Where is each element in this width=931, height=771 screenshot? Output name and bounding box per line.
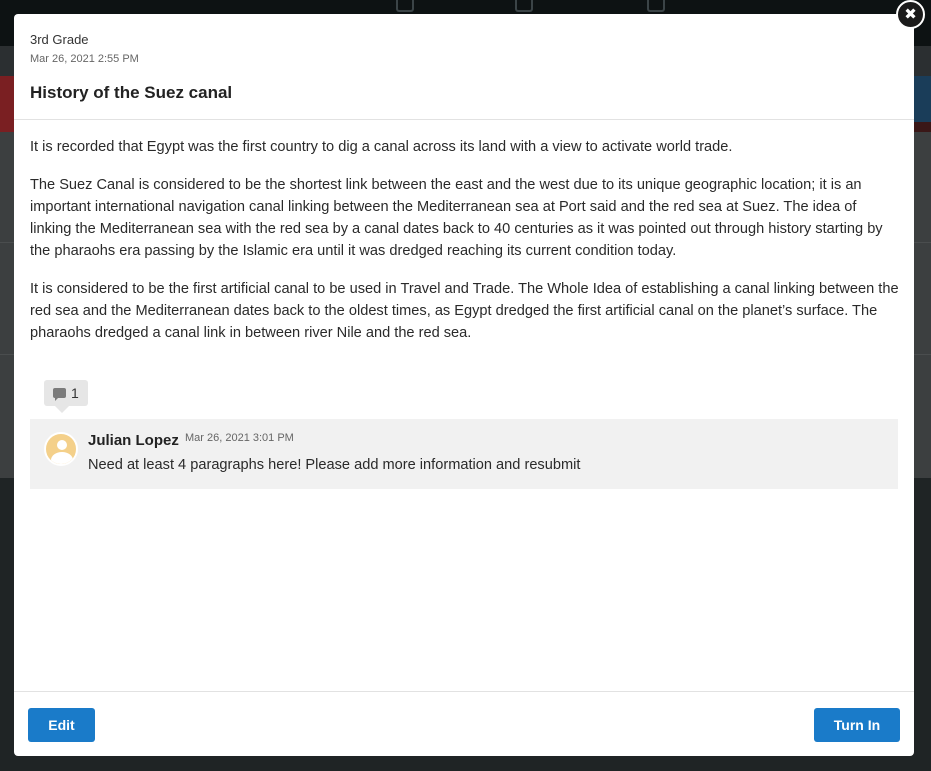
modal-header (14, 14, 914, 120)
close-icon[interactable]: ✖ (896, 0, 925, 29)
comment-timestamp: Mar 26, 2021 3:01 PM (185, 432, 294, 444)
background-accent (0, 76, 14, 132)
turn-in-button[interactable]: Turn In (814, 708, 900, 742)
body-paragraph: The Suez Canal is considered to be the shortest link between the east and the west due to its unique geographic location; it is an important international navigation canal linking between the Mediterranean sea at Port said and the red sea at Suez. The idea of linking the Mediterranean sea with the red sea by a canal dates back to 40 centuries as it was pointed out through history starting by the pharaohs era passing by the Islamic era until it was dredged reaching its current condition today. (30, 177, 883, 259)
assignment-modal (14, 14, 914, 756)
comment-author: Julian Lopez (88, 432, 179, 449)
comment-icon (53, 388, 66, 398)
background-nav-icon (647, 0, 665, 12)
user-avatar-icon (44, 432, 78, 466)
assignment-title: History of the Suez canal (30, 83, 233, 102)
modal-footer (14, 691, 914, 756)
avatar-shoulders (51, 452, 73, 466)
assignment-body (30, 136, 900, 360)
submission-timestamp: Mar 26, 2021 2:55 PM (30, 53, 139, 65)
comment-item (30, 419, 898, 489)
edit-button[interactable]: Edit (28, 708, 95, 742)
class-name: 3rd Grade (30, 32, 89, 47)
avatar-head (57, 440, 67, 450)
background-nav-icon (515, 0, 533, 12)
body-paragraph: It is recorded that Egypt was the first country to dig a canal across its land with a view to activate world trade. (30, 139, 733, 155)
comment-count: 1 (71, 385, 79, 401)
background-nav-icon (396, 0, 414, 12)
comment-text: Need at least 4 paragraphs here! Please add more information and resubmit (88, 457, 581, 473)
body-paragraph: It is considered to be the first artificial canal to be used in Travel and Trade. The Whole Idea of establishing a canal linking between the red sea and the Mediterranean dates back to the oldest times, as Egypt dredged the first artificial canal on the planet’s surface. The pharaohs dredged a canal link in between river Nile and the red sea. (30, 281, 899, 341)
comment-count-badge[interactable] (44, 380, 88, 406)
background-accent (914, 76, 931, 122)
